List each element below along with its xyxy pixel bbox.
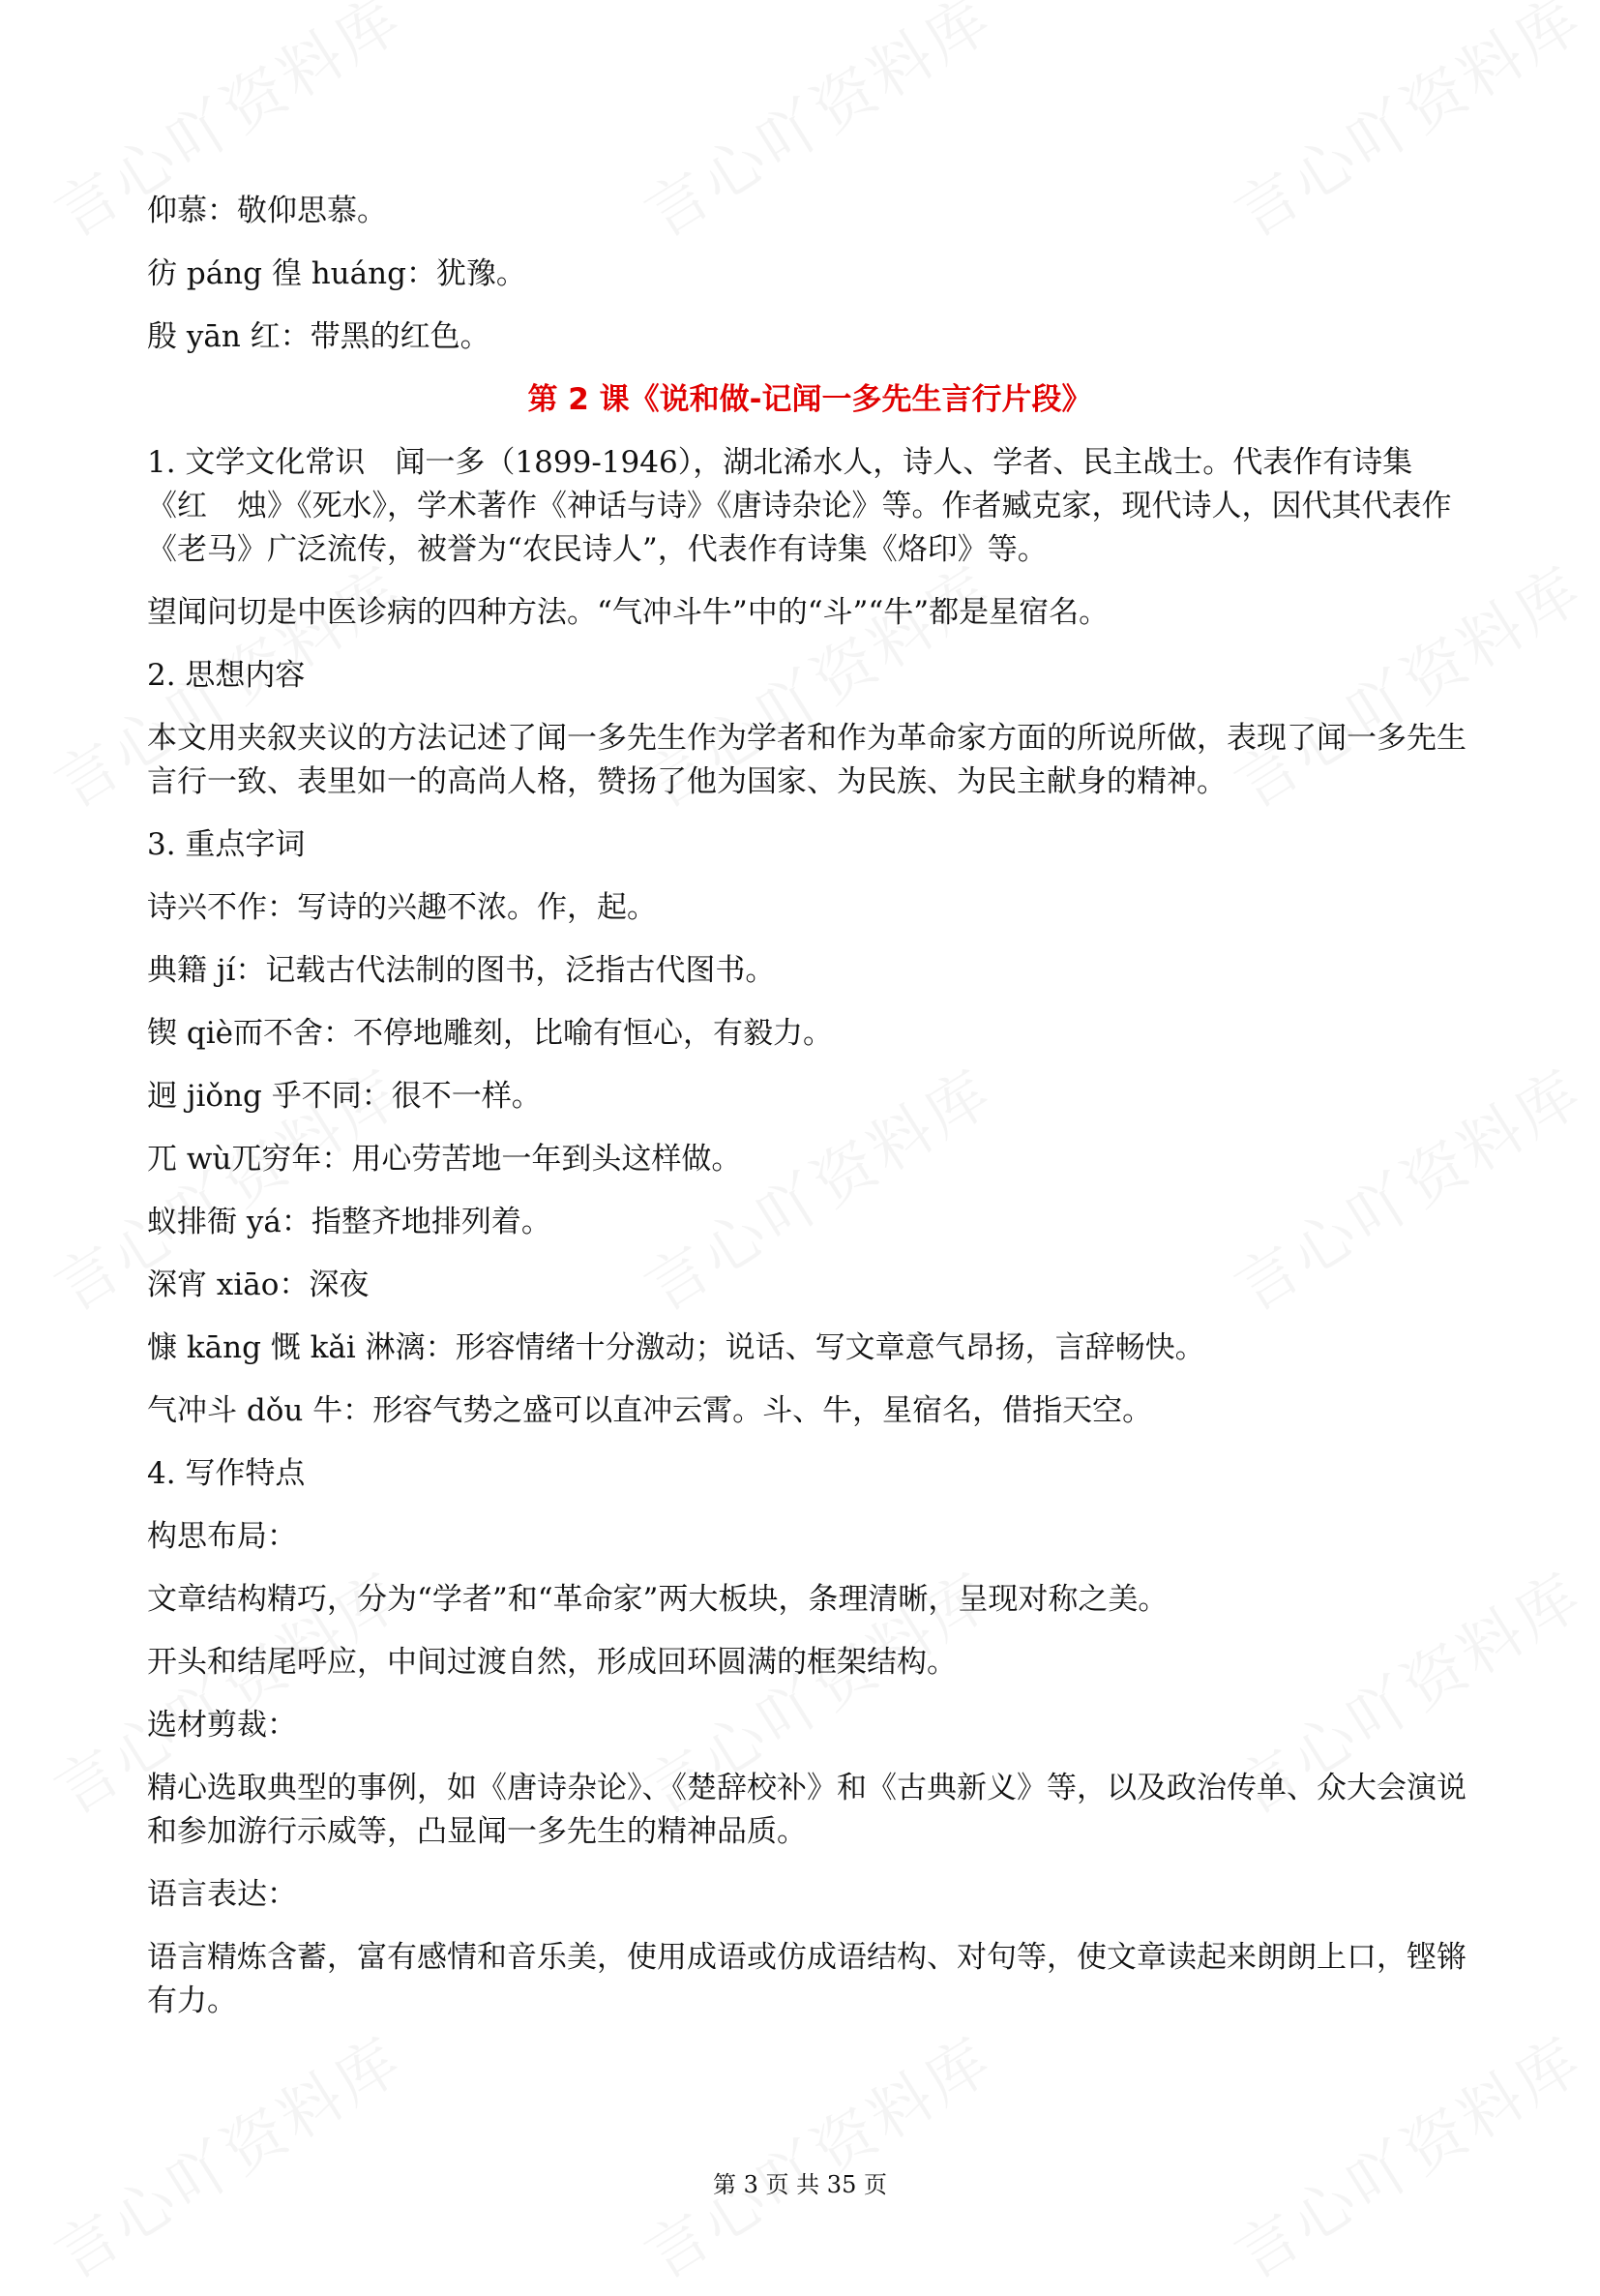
section-heading: 2. 思想内容	[147, 658, 306, 693]
paragraph: 殷 yān 红：带黑的红色。	[147, 319, 490, 354]
paragraph: 语言精炼含蓄，富有感情和音乐美，使用成语或仿成语结构、对句等，使文章读起来朗朗上口，铿锵有力。	[147, 1940, 1467, 2018]
paragraph: 本文用夹叙夹议的方法记述了闻一多先生作为学者和作为革命家方面的所说所做，表现了闻一多先生言行一致、表里如一的高尚人格，赞扬了他为国家、为民族、为民主献身的精神。	[147, 721, 1467, 799]
paragraph: 彷 páng 徨 huáng：犹豫。	[147, 256, 526, 291]
vocab-item: 诗兴不作：写诗的兴趣不浓。作，起。	[147, 890, 657, 925]
page-number: 第 3 页 共 35 页	[713, 2171, 887, 2198]
vocab-item: 典籍 jí：记载古代法制的图书，泛指古代图书。	[147, 953, 776, 988]
vocab-item: 兀 wù兀穷年：用心劳苦地一年到头这样做。	[147, 1142, 742, 1177]
vocab-item: 蚁排衙 yá：指整齐地排列着。	[147, 1205, 551, 1239]
vocab-item: 气冲斗 dǒu 牛：形容气势之盛可以直冲云霄。斗、牛，星宿名，借指天空。	[147, 1393, 1153, 1428]
subheading: 语言表达：	[147, 1877, 297, 1912]
paragraph: 精心选取典型的事例，如《唐诗杂论》、《楚辞校补》和《古典新义》等，以及政治传单、众大会演说和参加游行示威等，凸显闻一多先生的精神品质。	[147, 1771, 1467, 1849]
paragraph: 仰慕：敬仰思慕。	[147, 194, 387, 228]
paragraph: 文章结构精巧，分为“学者”和“革命家”两大板块，条理清晰，呈现对称之美。	[147, 1582, 1169, 1617]
watermark	[1216, 2012, 1598, 2296]
section-heading: 3. 重点字词	[147, 827, 306, 862]
paragraph: 1. 文学文化常识 闻一多（1899-1946），湖北浠水人，诗人、学者、民主战士。代表作有诗集《红 烛》《死水》，学术著作《神话与诗》《唐诗杂论》等。作者臧克家，现代诗人，因代其代表作《老马》广泛流传，被誉为“农民诗人”，代表作有诗集《烙印》等。	[147, 445, 1452, 567]
watermark	[626, 2012, 1008, 2296]
vocab-item: 锲 qiè而不舍：不停地雕刻，比喻有恒心，有毅力。	[147, 1016, 833, 1051]
paragraph: 望闻问切是中医诊病的四种方法。“气冲斗牛”中的“斗”“牛”都是星宿名。	[147, 595, 1110, 630]
vocab-item: 深宵 xiāo：深夜	[147, 1267, 370, 1302]
lesson-title: 第 2 课《说和做-记闻一多先生言行片段》	[527, 382, 1092, 417]
document-body	[147, 190, 1472, 2043]
subheading: 选材剪裁：	[147, 1708, 297, 1743]
paragraph: 开头和结尾呼应，中间过渡自然，形成回环圆满的框架结构。	[147, 1645, 957, 1680]
section-heading: 4. 写作特点	[147, 1456, 306, 1491]
vocab-item: 迥 jiǒng 乎不同：很不一样。	[147, 1079, 542, 1114]
vocab-item: 慷 kāng 慨 kǎi 淋漓：形容情绪十分激动；说话、写文章意气昂扬，言辞畅快。	[147, 1330, 1205, 1365]
subheading: 构思布局：	[147, 1519, 297, 1554]
watermark	[36, 2012, 418, 2296]
